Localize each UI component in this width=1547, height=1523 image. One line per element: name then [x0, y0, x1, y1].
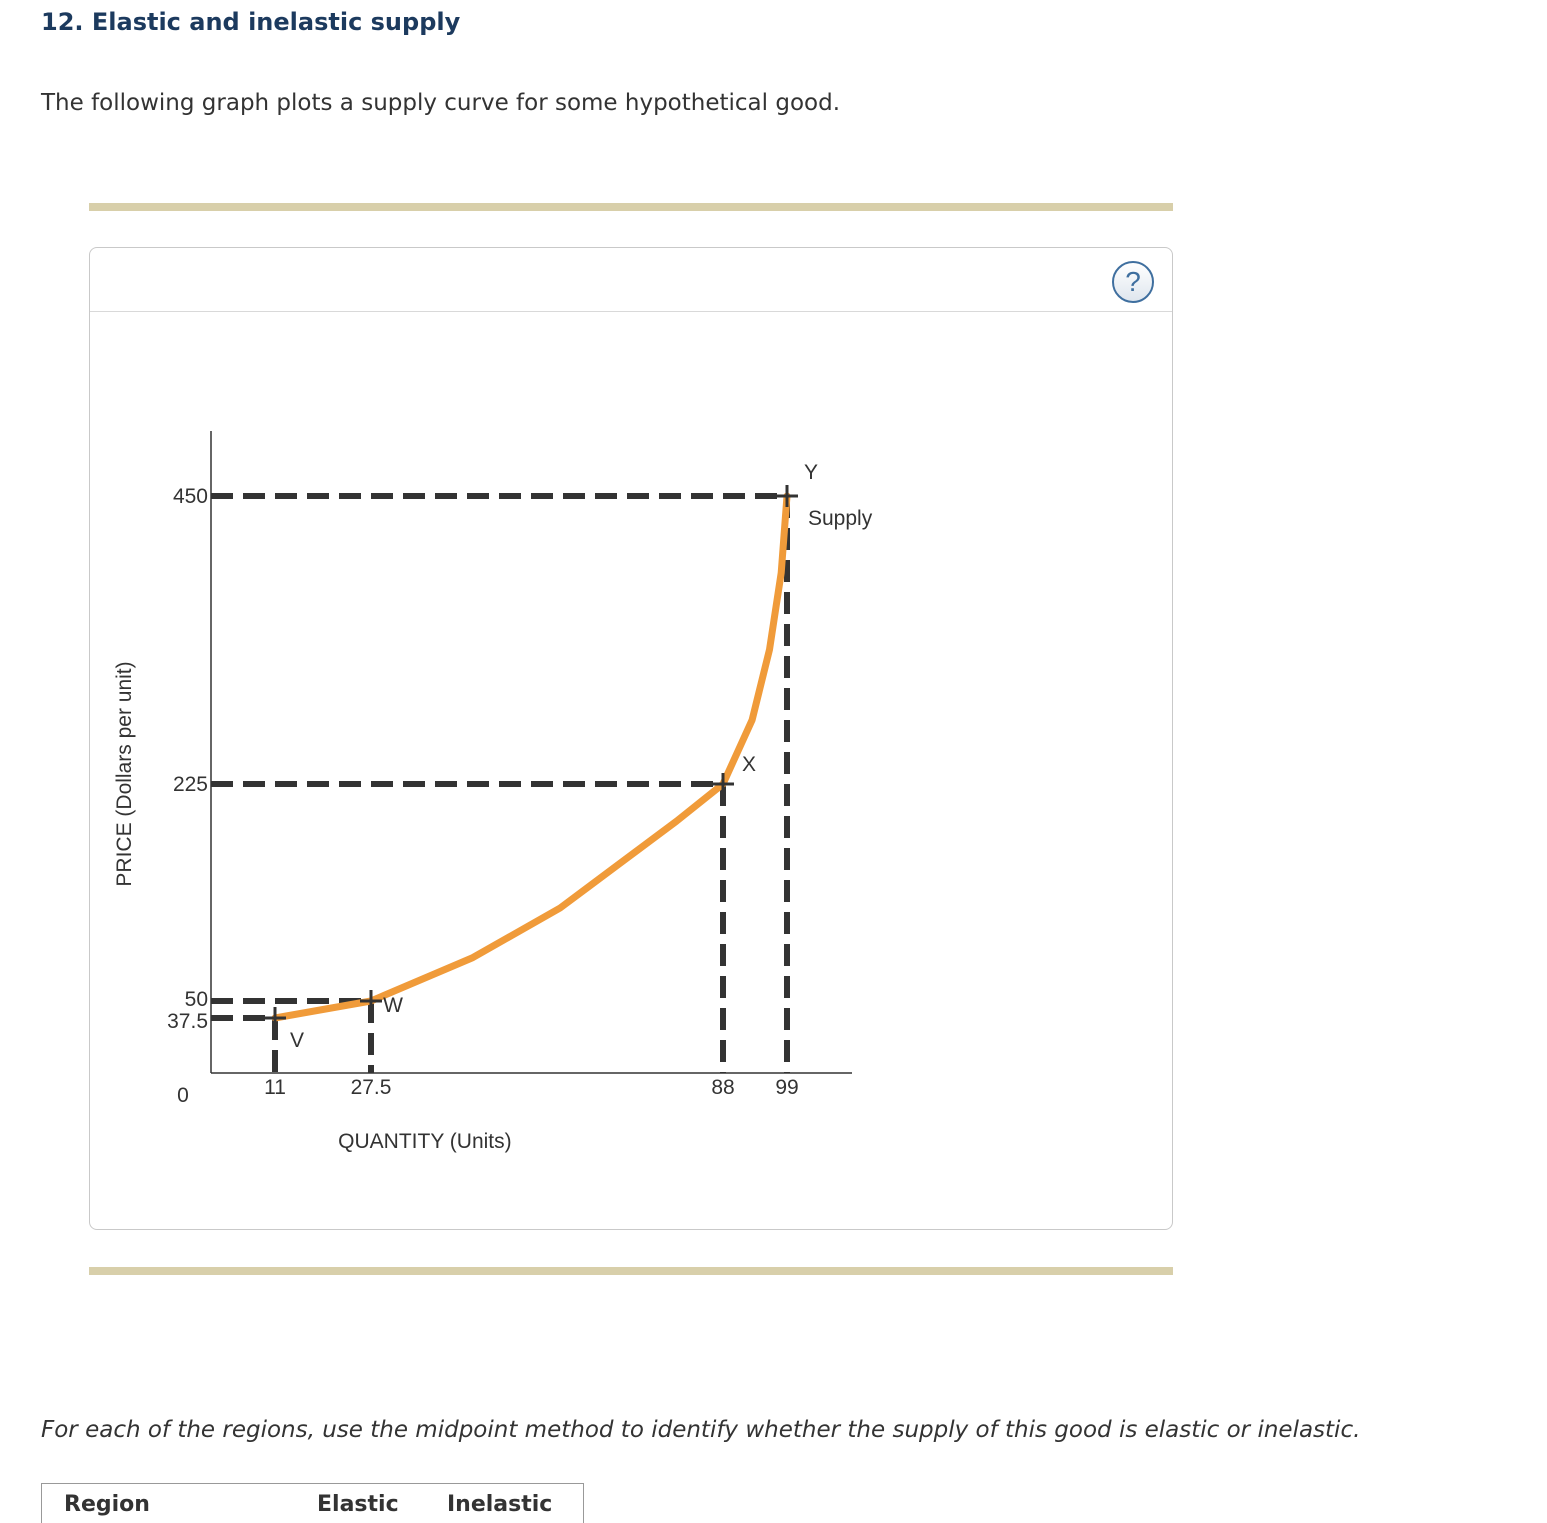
question-intro: The following graph plots a supply curve for some hypothetical good. — [41, 90, 840, 116]
header-inelastic: Inelastic — [447, 1484, 584, 1523]
point-label-y: Y — [804, 461, 818, 484]
point-label-x: X — [742, 753, 756, 776]
x-tick-label: 11 — [264, 1076, 286, 1099]
table-header-row — [42, 1484, 584, 1523]
help-label: ? — [1125, 266, 1141, 298]
supply-curve — [275, 496, 787, 1018]
x-tick-label: 88 — [711, 1076, 734, 1099]
bottom-divider — [89, 1267, 1173, 1275]
point-label-w: W — [383, 994, 403, 1017]
question-title: 12. Elastic and inelastic supply — [41, 8, 460, 36]
y-axis-label: PRICE (Dollars per unit) — [113, 661, 136, 886]
supply-curve-label: Supply — [808, 507, 873, 530]
y-tick-label: 37.5 — [167, 1010, 208, 1033]
header-elastic: Elastic — [317, 1484, 447, 1523]
x-tick-label: 99 — [775, 1076, 798, 1099]
x-tick-label: 27.5 — [351, 1076, 392, 1099]
point-label-v: V — [290, 1029, 304, 1052]
x-axis-label: QUANTITY (Units) — [338, 1130, 511, 1153]
origin-label: 0 — [177, 1084, 189, 1107]
graph-panel — [89, 247, 1173, 1230]
y-tick-label: 450 — [173, 485, 208, 508]
y-tick-label: 50 — [185, 988, 208, 1011]
answer-table — [41, 1483, 584, 1523]
question-instructions: For each of the regions, use the midpoint method to identify whether the supply of this good is elastic or inelastic. — [41, 1417, 1360, 1443]
supply-graph — [90, 248, 1172, 1229]
y-tick-label: 225 — [173, 773, 208, 796]
header-region: Region — [42, 1484, 318, 1523]
top-divider — [89, 203, 1173, 211]
